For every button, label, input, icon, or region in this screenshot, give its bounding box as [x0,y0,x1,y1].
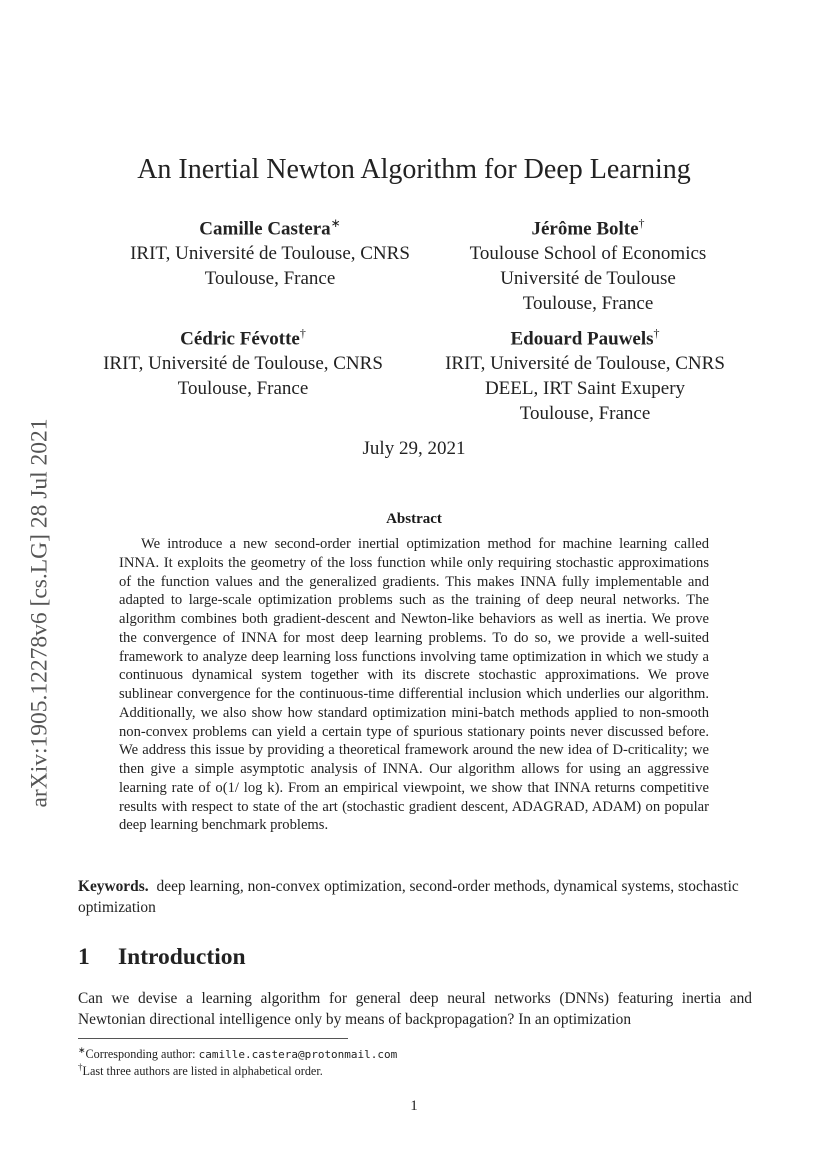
intro-paragraph: Can we devise a learning algorithm for general deep neural networks (DNNs) featuring inertia and Newtonian directional intelligence only by means of backpropagation? In an optimization [78,990,752,1028]
abstract-heading: Abstract [386,511,442,527]
keywords-label: Keywords. [78,878,149,895]
author-name: Edouard Pauwels† [510,326,660,350]
author-name: Jérôme Bolte† [531,216,645,240]
abstract-text: We introduce a new second-order inertial optimization method for machine learning called INNA. It exploits the geometry of the loss function while only requiring stochastic approximations of the function values and the generalized gradients. This makes INNA fully implementable and adapted to large-scale optimization problems such as the training of deep neural networks. The algorithm combines both gradient-descent and Newton-like behaviors as well as inertia. We prove the convergence of INNA for most deep learning problems. To do so, we provide a well-suited framework to analyze deep learning loss functions involving tame optimization in which we study a continuous dynamical system together with its discrete stochastic approximations. We prove sublinear convergence for the continuous-time differential inclusion which underlies our algorithm. Additionally, we also show how standard optimization mini-batch methods applied to non-smooth non-convex problems can yield a certain type of spurious stationary points never discussed before. We address this issue by providing a theoretical framework around the new idea of D-criticality; we then give a simple asymptotic analysis of INNA. Our algorithm allows for using an aggressive learning rate of o(1/ log k). From an empirical viewpoint, we show that INNA returns competitive results with respect to state of the art (stochastic gradient descent, ADAGRAD, ADAM) on popular deep learning benchmark problems. [119,536,709,834]
author-affiliation: Toulouse School of Economics [469,243,707,265]
author-name: Camille Castera∗ [199,216,341,240]
author-location: Toulouse, France [522,293,654,315]
author-location: Toulouse, France [177,378,309,400]
author-location: Toulouse, France [204,268,336,290]
author-block [428,211,748,316]
author-name: Cédric Févotte† [180,326,306,350]
arxiv-identifier: arXiv:1905.12278v6 [cs.LG] 28 Jul 2021 [26,418,53,808]
page-number: 1 [410,1098,418,1114]
author-affiliation: IRIT, Université de Toulouse, CNRS [130,243,410,265]
section-number: 1 [78,944,90,970]
keywords-text: deep learning, non-convex optimization, second-order methods, dynamical systems, stochastic optimization [78,878,739,916]
author-affiliation: DEEL, IRT Saint Exupery [484,378,686,400]
email-address: camille.castera@protonmail.com [198,1048,398,1062]
section-heading [78,944,246,971]
author-affiliation: Université de Toulouse [500,268,676,290]
author-block [73,321,413,401]
author-location: Toulouse, France [519,403,651,425]
author-affiliation: IRIT, Université de Toulouse, CNRS [103,353,383,375]
author-block [415,321,755,426]
keywords [78,877,752,918]
paper-title: An Inertial Newton Algorithm for Deep Learning [137,154,691,185]
publication-date: July 29, 2021 [362,438,466,459]
author-block [100,211,440,291]
footnote-corresponding-author: ∗Corresponding author: camille.castera@protonmail.com [78,1045,398,1062]
footnote-divider [78,1038,348,1039]
author-affiliation: IRIT, Université de Toulouse, CNRS [445,353,725,375]
section-title: Introduction [118,944,246,970]
footnote-author-order: †Last three authors are listed in alphabetical order. [78,1062,323,1079]
